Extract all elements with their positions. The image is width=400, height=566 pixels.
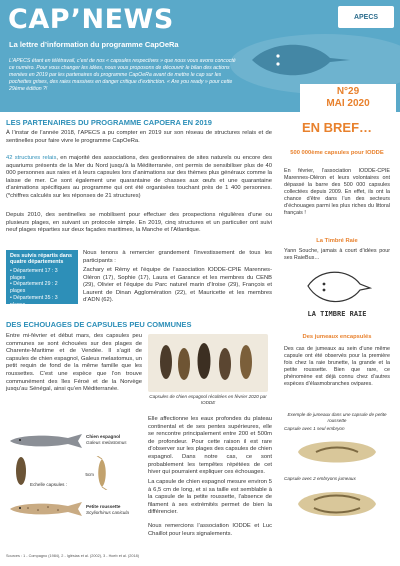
echouages-paragraph-1: Entre mi-février et début mars, des capsules peu communes se sont échouées sur des plages de Charente-Maritime et de Vendée. Il s’agit de capsules de chien espagnol, Galeus melastomus, un petit requin de fond de la même famille que les roussettes. C’est une espèce que l’on trouve communément des îles Féroé et de la Norvège jusqu’au Sénégal, ainsi qu’en Méditerranée.	[6, 333, 142, 393]
partners-section-title: LES PARTENAIRES DU PROGRAMME CAPOERA EN 2019	[6, 118, 212, 127]
brief-subtitle-twins: Des jumeaux encapsulés	[302, 334, 372, 340]
brief-subtitle-iodde: 500 000ème capsules pour IODDE	[290, 150, 384, 156]
partners-paragraph-2	[6, 155, 272, 201]
sites-departments-box	[6, 250, 78, 315]
single-embryo-caption: Capsule avec 1 seul embryon	[284, 426, 345, 431]
brief-text-iodde: En février, l’association IODDE-CPIE Marennes-Oléron et leurs volontaires ont dépassé la barre des 500 000 capsules collectées depuis 2009. En effet, ils ont la chance d’être dans l’un des secteurs d’échouages parmi les plus riches du littoral français !	[284, 168, 390, 216]
echouages-paragraph-4: Nous remercions l’association IODDE et Luc Chaillot pour leurs signalements.	[148, 523, 272, 537]
timbre-raie-sticker-text: LA TIMBRE RAIE	[307, 310, 367, 318]
newsletter-header	[0, 0, 400, 112]
echouages-paragraph-3: La capsule de chien espagnol mesure environ 5 à 6,5 cm de long, et si sa taille est semblable à la capsule de la petite roussette, l’absence de filament à ses extrémités permet de bien la différencier.	[148, 479, 272, 516]
echouages-section-title: DES ECHOUAGES DE CAPSULES PEU COMMUNES	[6, 320, 192, 329]
issue-badge	[300, 84, 396, 112]
site-item: • Département 62 : 1 plage	[10, 308, 72, 315]
egg-capsules-photo	[148, 334, 268, 392]
twin-embryos-caption: Capsule avec 2 embryons jumeaux	[284, 476, 356, 481]
issue-number: N°29	[336, 86, 360, 97]
newsletter-title: CAP’NEWS	[8, 4, 174, 35]
apecs-logo: APECS	[338, 6, 394, 28]
partners-thanks-intro: Nous tenons à remercier grandement l’investissement de tous les participants :	[83, 250, 272, 264]
sources-footnote: Sources : 1 - Compagno (1984), 2 - Iglésias et al. (2002), 3 - Hoeb et al. (2018)	[6, 554, 139, 558]
site-item: • Département 17 : 3 plages	[10, 267, 58, 281]
single-embryo-capsule-icon	[294, 434, 380, 470]
small-spotted-catshark-capsule-icon	[94, 456, 110, 490]
partners-paragraph-3: Depuis 2010, des sentinelles se mobilisent pour effectuer des prospections régulières d’une ou plusieurs plages, en suivant un protocole simple. En 2019, cinq structures et un particulier ont suivi neuf plages réparties sur deux façades maritimes, la Manche et l’Atlantique.	[6, 212, 272, 234]
small-spotted-catshark-label	[86, 504, 144, 515]
newsletter-subtitle: La lettre d’information du programme CapOeRa	[9, 40, 179, 49]
capsule-scale-label: Echelle capsules :	[30, 482, 68, 487]
ray-sticker-icon	[302, 266, 372, 308]
brief-subtitle-timbre-raie: La Timbré Raie	[316, 238, 358, 244]
newsletter-intro: L’APECS étant en télétravail, c’est de nos « capsules respectives » que nous vous avons concocté ce numéro. Pour vous changer les idées, nous vous proposons de découvrir le bilan des actions menées en 2019 par les partenaires du programme CapOeRa avant de mettre le cap sur les pochettes grises, des raies massives en danger critique d’extinction. « Are you ready » pour cette 29ème édition ?!	[9, 58, 236, 92]
small-spotted-catshark-name: Petite roussette	[86, 504, 121, 509]
twins-figure-title: Exemple de jumeaux dans une capsule de petite roussette	[287, 412, 387, 423]
spanish-catshark-label	[86, 434, 142, 445]
brief-text-timbre-raie: Yann Souche, jamais à court d’idées pour ses RaieBus…	[284, 248, 390, 261]
spanish-catshark-latin: Galeus melastomus	[86, 439, 127, 445]
twin-embryos-capsule-icon	[294, 484, 380, 524]
site-item: • Département 29 : 2 plages	[10, 281, 58, 295]
capsule-scale-value: 5cm	[85, 472, 94, 477]
spanish-catshark-name: Chien espagnol	[86, 434, 121, 439]
site-item: • Département 35 : 3 plages	[10, 295, 58, 308]
echouages-paragraph-2: Elle affectionne les eaux profondes du plateau continental et de ses pentes supérieures, elle se rencontre principalement entre 200 et 500m de profondeur. Pour cette raison il est rare d’observer sur les plages des capsules de chien espagnol. Dans notre cas, ce sont probablement les tempêtes répétées de cet hiver qui pourraient expliquer ces échouages.	[148, 416, 272, 476]
en-bref-title: EN BREF…	[301, 120, 373, 135]
ray-illustration-icon	[242, 38, 352, 82]
partners-paragraph-2-body: , en majorité des associations, des gestionnaires de sites naturels ou encore des aquariums présents de la Mer du Nord jusqu’à la Méditerranée, ont permis de sensibiliser plus de 40 000 personnes aux raies et à leurs capsules lors d’animations sur des thèmes plus généraux comme la laisse de mer. Ce sont également une quarantaine de chasses aux œufs et une quarantaine d’animations spécifiques au programme qui ont été organisées touchant près de 1 400 personnes. (*chiffres calculés sur les réponses de 21 structures)	[6, 155, 272, 199]
en-bref-sidebar	[276, 120, 398, 552]
brief-text-twins: Des cas de jumeaux au sein d’une même capsule ont été observés pour la première fois chez la raie brunette, la grande et la petite roussette. Bien que rare, ce phénomène est déjà connu chez d’autres espèces d’élasmobranches ovipares.	[284, 346, 390, 387]
small-spotted-catshark-latin: Scyliorhinus canicula	[86, 509, 129, 515]
spanish-catshark-capsule-icon	[14, 456, 28, 486]
relay-structures-highlight: 42 structures relais	[6, 155, 57, 161]
partners-thanks-list: Zachary et Rémy et l’équipe de l’association IODDE-CPIE Marennes-Oléron (17), Sophie (17), Laura et Garance et les membres du CENB (29), Olivier et l’équipe du Parc naturel marin d’Iroise (29), François et Laurent de Dinan Agglomération (22), et Mauricette et les membres d’ADN (62).	[83, 267, 272, 304]
issue-date: MAI 2020	[326, 98, 370, 109]
spanish-catshark-icon	[8, 432, 84, 450]
sites-box-title: Des suivis répartis dans quatre départements	[10, 253, 73, 266]
partners-paragraph-1: À l’instar de l’année 2018, l’APECS a pu compter en 2019 sur son réseau de structures relais et de sentinelles pour faire vivre le programme CapOeRa.	[6, 130, 272, 144]
capsules-photo-caption: Capsules de chien espagnol récoltées en février 2020 par IODDE	[149, 394, 267, 405]
small-spotted-catshark-icon	[8, 500, 84, 518]
